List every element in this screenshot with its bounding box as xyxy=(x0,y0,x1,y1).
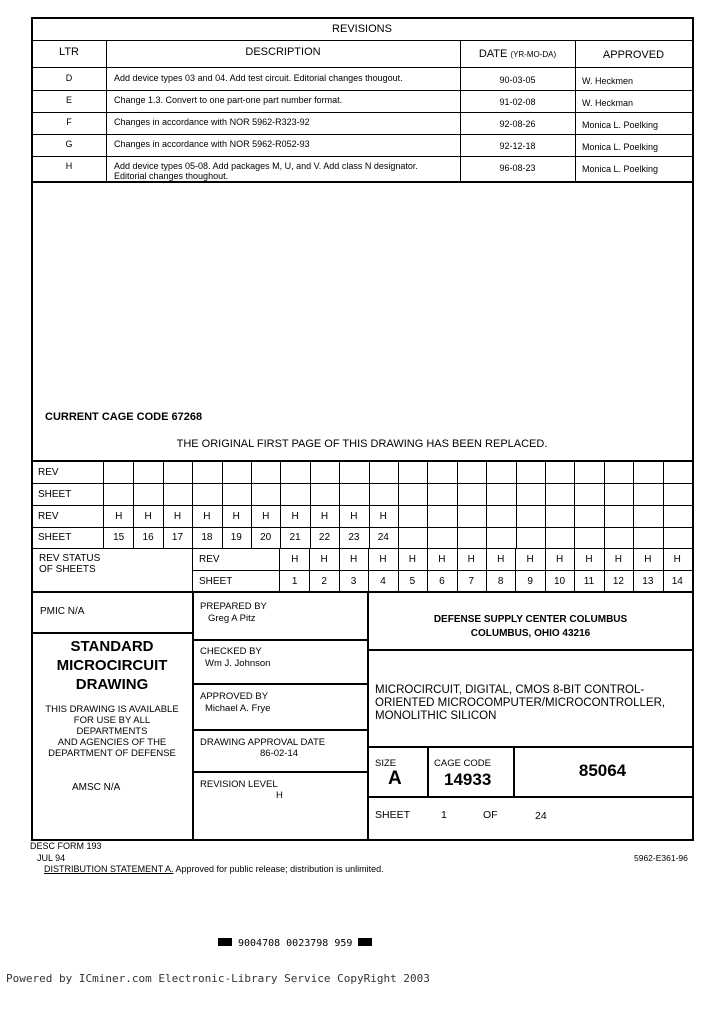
grid-cell xyxy=(222,484,252,506)
pmic: PMIC N/A xyxy=(40,606,85,617)
grid-cell xyxy=(104,462,134,484)
revision-date: 92-08-26 xyxy=(499,119,536,129)
grid-cell xyxy=(133,484,163,506)
revision-date: 91-02-08 xyxy=(499,97,536,107)
col-date: DATE (YR-MO-DA) xyxy=(478,48,557,60)
grid-cell xyxy=(545,484,575,506)
grid-cell: 21 xyxy=(280,527,310,549)
grid-cell xyxy=(663,462,693,484)
grid-cell xyxy=(369,462,399,484)
status-cell: 8 xyxy=(486,571,516,593)
revision-ltr: G xyxy=(65,139,73,149)
grid-cell: 23 xyxy=(339,527,369,549)
cage-code-label: CAGE CODE xyxy=(434,758,492,769)
grid-cell xyxy=(633,462,663,484)
grid-cell xyxy=(369,484,399,506)
grid-cell: H xyxy=(222,506,252,528)
grid-cell xyxy=(398,484,428,506)
revision-description: Changes in accordance with NOR 5962-R323-92 xyxy=(114,117,310,127)
grid-cell: H xyxy=(133,506,163,528)
availability-statement: THIS DRAWING IS AVAILABLE FOR USE BY ALL DEPARTMENTS AND AGENCIES OF THE DEPARTMENT OF DEFENSE xyxy=(45,704,179,759)
grid-row-label: SHEET xyxy=(32,484,104,506)
grid-cell xyxy=(663,527,693,549)
status-cell: H xyxy=(633,549,663,571)
grid-cell xyxy=(663,506,693,528)
replaced-notice: THE ORIGINAL FIRST PAGE OF THIS DRAWING HAS BEEN REPLACED. xyxy=(176,438,548,450)
revision-date: 96-08-23 xyxy=(499,163,536,173)
grid-cell xyxy=(427,462,457,484)
grid-cell: 15 xyxy=(104,527,134,549)
grid-cell: H xyxy=(339,506,369,528)
grid-cell xyxy=(457,506,487,528)
status-cell: 10 xyxy=(545,571,575,593)
approved-by: Michael A. Frye xyxy=(205,703,271,714)
status-cell: H xyxy=(574,549,604,571)
grid-cell: 24 xyxy=(369,527,399,549)
grid-cell: 22 xyxy=(310,527,340,549)
status-cell: 11 xyxy=(574,571,604,593)
status-cell: 13 xyxy=(633,571,663,593)
revision-description: Add device types 03 and 04. Add test circuit. Editorial changes thougout. xyxy=(114,73,403,83)
grid-cell xyxy=(280,462,310,484)
grid-cell: 16 xyxy=(133,527,163,549)
amsc: AMSC N/A xyxy=(72,782,121,793)
grid-cell xyxy=(574,506,604,528)
grid-cell xyxy=(604,484,634,506)
distribution-statement: DISTRIBUTION STATEMENT A. Approved for public release; distribution is unlimited. xyxy=(44,864,384,874)
current-cage-code: CURRENT CAGE CODE 67268 xyxy=(45,411,203,423)
revision-ltr: H xyxy=(65,161,73,171)
grid-row-label: REV xyxy=(32,506,104,528)
powered-by: Powered by ICminer.com Electronic-Library Service CopyRight 2003 xyxy=(6,972,430,985)
approval-date: 86-02-14 xyxy=(260,748,299,759)
sheet-number: 1 xyxy=(441,809,447,821)
grid-cell xyxy=(251,462,281,484)
grid-cell xyxy=(310,462,340,484)
prepared-by: Greg A Pitz xyxy=(208,613,256,624)
grid-cell xyxy=(251,484,281,506)
grid-row-label: REV xyxy=(32,462,104,484)
standard-microcircuit-drawing: STANDARD MICROCIRCUIT DRAWING xyxy=(56,638,168,693)
revision-approved: W. Heckmen xyxy=(582,76,634,86)
prepared-label: PREPARED BY xyxy=(200,601,267,612)
grid-cell xyxy=(604,506,634,528)
grid-cell: H xyxy=(280,506,310,528)
grid-cell: 17 xyxy=(163,527,193,549)
grid-cell xyxy=(486,462,516,484)
grid-cell xyxy=(574,527,604,549)
status-cell: H xyxy=(515,549,545,571)
form-number: DESC FORM 193 xyxy=(30,841,102,851)
approved-label: APPROVED BY xyxy=(200,691,269,702)
grid-cell xyxy=(516,527,546,549)
grid-cell: H xyxy=(104,506,134,528)
rev-status-label: REV STATUS xyxy=(39,553,101,564)
revision-level: H xyxy=(276,790,283,801)
revision-description-cont: Editorial changes thoughout. xyxy=(114,171,229,181)
grid-cell xyxy=(516,484,546,506)
form-date: JUL 94 xyxy=(37,853,66,863)
grid-cell xyxy=(633,484,663,506)
drawing-number: 85064 xyxy=(578,761,627,780)
grid-cell xyxy=(633,527,663,549)
status-cell: H xyxy=(368,549,398,571)
sheet-label: SHEET xyxy=(375,809,411,821)
sheet-total: 24 xyxy=(535,810,547,822)
status-cell: 2 xyxy=(309,571,339,593)
status-cell: 9 xyxy=(515,571,545,593)
status-cell: H xyxy=(545,549,575,571)
status-row-label: SHEET xyxy=(193,571,280,593)
grid-cell xyxy=(574,484,604,506)
grid-cell xyxy=(163,462,193,484)
grid-cell xyxy=(280,484,310,506)
grid-cell: 19 xyxy=(222,527,252,549)
col-description: DESCRIPTION xyxy=(245,46,321,58)
barcode-line: 9004708 0023798 959 xyxy=(218,938,372,949)
status-cell: 5 xyxy=(398,571,428,593)
status-cell: H xyxy=(427,549,457,571)
grid-cell: H xyxy=(163,506,193,528)
grid-cell: 20 xyxy=(251,527,281,549)
grid-cell xyxy=(633,506,663,528)
agency: DEFENSE SUPPLY CENTER COLUMBUS COLUMBUS, OHIO 43216 xyxy=(433,614,628,639)
grid-cell xyxy=(398,506,428,528)
revision-ltr: E xyxy=(65,95,72,105)
grid-cell xyxy=(427,506,457,528)
checked-label: CHECKED BY xyxy=(200,646,262,657)
grid-cell: H xyxy=(369,506,399,528)
grid-cell xyxy=(604,527,634,549)
status-cell: H xyxy=(663,549,693,571)
size: A xyxy=(388,768,402,789)
revision-description: Change 1.3. Convert to one part-one part number format. xyxy=(114,95,343,105)
revision-approved: Monica L. Poelking xyxy=(582,164,659,174)
grid-cell xyxy=(457,484,487,506)
grid-cell xyxy=(104,484,134,506)
grid-cell xyxy=(192,462,222,484)
grid-cell xyxy=(133,462,163,484)
grid-cell xyxy=(427,527,457,549)
grid-cell xyxy=(516,462,546,484)
status-cell: 14 xyxy=(663,571,693,593)
approval-date-label: DRAWING APPROVAL DATE xyxy=(200,737,326,748)
checked-by: Wm J. Johnson xyxy=(205,658,271,669)
grid-cell xyxy=(486,527,516,549)
grid-cell: H xyxy=(192,506,222,528)
revision-ltr: D xyxy=(65,73,73,83)
drawing-title: MICROCIRCUIT, DIGITAL, CMOS 8-BIT CONTROL- ORIENTED MICROCOMPUTER/MICROCONTROLLER, MONOLITHIC SILICON xyxy=(375,684,666,722)
grid-cell xyxy=(545,462,575,484)
grid-cell xyxy=(457,527,487,549)
revision-date: 92-12-18 xyxy=(499,141,536,151)
status-cell: H xyxy=(457,549,487,571)
revision-level-label: REVISION LEVEL xyxy=(200,779,278,790)
grid-cell xyxy=(604,462,634,484)
grid-cell: H xyxy=(310,506,340,528)
rev-status-label-2: OF SHEETS xyxy=(39,564,96,575)
grid-cell xyxy=(545,506,575,528)
grid-cell xyxy=(486,506,516,528)
revision-description: Changes in accordance with NOR 5962-R052-93 xyxy=(114,139,310,149)
grid-cell xyxy=(427,484,457,506)
grid-cell xyxy=(339,484,369,506)
revision-description: Add device types 05-08. Add packages M, U, and V. Add class N designator. xyxy=(114,161,418,171)
status-cell: 6 xyxy=(427,571,457,593)
col-ltr: LTR xyxy=(59,46,79,58)
grid-cell xyxy=(663,484,693,506)
revisions-title: REVISIONS xyxy=(332,23,392,35)
revision-approved: W. Heckman xyxy=(582,98,634,108)
document-id: 5962-E361-96 xyxy=(634,853,688,863)
size-label: SIZE xyxy=(375,758,397,769)
status-cell: H xyxy=(486,549,516,571)
cage-code: 14933 xyxy=(444,770,492,789)
status-cell: 3 xyxy=(339,571,369,593)
grid-cell xyxy=(516,506,546,528)
grid-cell xyxy=(222,462,252,484)
grid-row-label: SHEET xyxy=(32,527,104,549)
revision-date: 90-03-05 xyxy=(499,75,536,85)
status-cell: H xyxy=(398,549,428,571)
col-approved: APPROVED xyxy=(602,49,665,61)
grid-cell xyxy=(398,527,428,549)
status-cell: 4 xyxy=(368,571,398,593)
grid-cell: 18 xyxy=(192,527,222,549)
status-cell: 7 xyxy=(457,571,487,593)
of-label: OF xyxy=(483,809,498,821)
grid-cell xyxy=(163,484,193,506)
grid-cell xyxy=(486,484,516,506)
status-cell: H xyxy=(309,549,339,571)
grid-cell xyxy=(574,462,604,484)
status-row-label: REV xyxy=(193,549,280,571)
grid-cell xyxy=(339,462,369,484)
revision-ltr: F xyxy=(66,117,72,127)
grid-cell xyxy=(192,484,222,506)
status-cell: 1 xyxy=(280,571,310,593)
grid-cell xyxy=(310,484,340,506)
status-cell: 12 xyxy=(604,571,634,593)
grid-cell: H xyxy=(251,506,281,528)
status-cell: H xyxy=(280,549,310,571)
status-cell: H xyxy=(339,549,369,571)
status-cell: H xyxy=(604,549,634,571)
grid-cell xyxy=(545,527,575,549)
revision-approved: Monica L. Poelking xyxy=(582,142,659,152)
grid-cell xyxy=(457,462,487,484)
revision-approved: Monica L. Poelking xyxy=(582,120,659,130)
grid-cell xyxy=(398,462,428,484)
